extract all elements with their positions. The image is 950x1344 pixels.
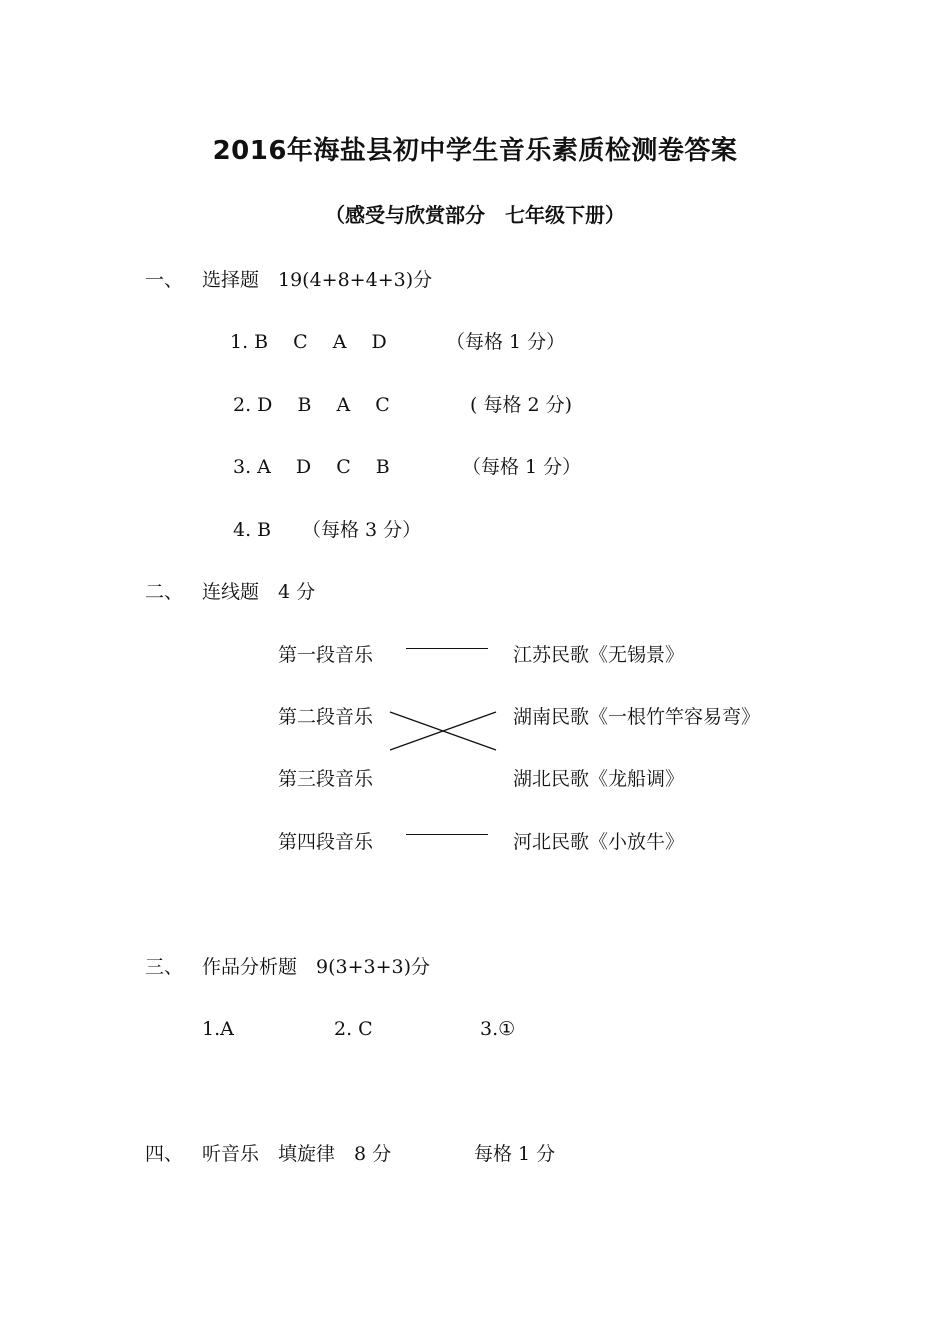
matching-right-item: 江苏民歌《无锡景》 — [513, 644, 685, 666]
section1-item1-answers: 1. B C A D — [230, 331, 387, 353]
matching-right-item: 河北民歌《小放牛》 — [513, 831, 685, 853]
matching-right-item: 湖北民歌《龙船调》 — [513, 768, 685, 790]
section2-label: 连线题 4 分 — [202, 581, 316, 603]
section2-number: 二、 — [145, 581, 184, 603]
section1-item3-answers: 3. A D C B — [233, 456, 390, 478]
section4-label: 听音乐 填旋律 8 分 — [202, 1143, 392, 1165]
section4-note: 每格 1 分 — [474, 1143, 556, 1165]
section3-number: 三、 — [145, 956, 184, 978]
matching-left-item: 第四段音乐 — [278, 831, 374, 853]
section1-item4-answers: 4. B — [233, 519, 272, 541]
page-subtitle: （感受与欣赏部分 七年级下册） — [325, 203, 625, 227]
section3-answer-2: 2. C — [334, 1018, 373, 1040]
section1-item2-note: ( 每格 2 分) — [470, 394, 573, 416]
matching-left-item: 第一段音乐 — [278, 644, 374, 666]
section1-item2-answers: 2. D B A C — [233, 394, 390, 416]
section3-label: 作品分析题 9(3+3+3)分 — [202, 956, 431, 978]
section4-number: 四、 — [145, 1143, 184, 1165]
matching-left-item: 第三段音乐 — [278, 768, 374, 790]
matching-right-item: 湖南民歌《一根竹竿容易弯》 — [513, 706, 761, 728]
matching-left-item: 第二段音乐 — [278, 706, 374, 728]
section3-answer-1: 1.A — [202, 1018, 234, 1040]
section1-label: 选择题 19(4+8+4+3)分 — [202, 269, 433, 291]
section1-item1-note: （每格 1 分） — [446, 331, 566, 353]
section3-answer-3: 3.① — [480, 1018, 516, 1040]
matching-line-1 — [406, 648, 488, 649]
matching-line-4 — [406, 834, 488, 835]
section1-number: 一、 — [145, 269, 184, 291]
section1-item4-note: （每格 3 分） — [302, 519, 422, 541]
matching-cross-lines — [388, 708, 500, 754]
page-title: 2016年海盐县初中学生音乐素质检测卷答案 — [212, 136, 738, 166]
section1-item3-note: （每格 1 分） — [462, 456, 582, 478]
